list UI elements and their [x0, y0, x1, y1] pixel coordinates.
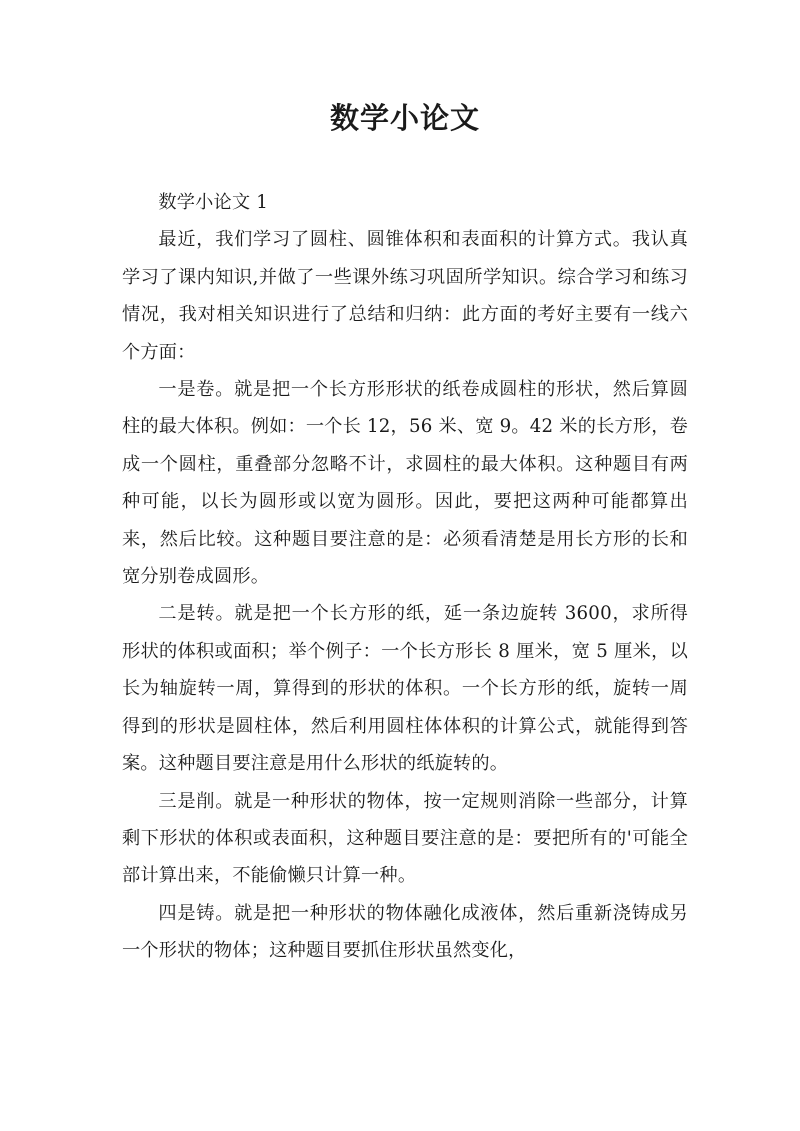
section-heading: 数学小论文 1	[158, 192, 269, 213]
document-page	[122, 0, 688, 1131]
paragraph-zhu: 四是铸。就是把一种形状的物体融化成液体，然后重新浇铸成另一个形状的物体；这种题目要抓住形状虽然变化，	[122, 902, 688, 962]
paragraph-zhuan: 二是转。就是把一个长方形的纸，延一条边旋转 3600，求所得形状的体积或面积；举个例子：一个长方形长 8 厘米，宽 5 厘米，以长为轴旋转一周，算得到的形状的体积。一个长方形的纸，旋转一周得到的形状是圆柱体，然后利用圆柱体体积的计算公式，就能得到答案。这种题目要注意是用什么形状的纸旋转的。	[122, 603, 688, 775]
document-title: 数学小论文	[329, 101, 480, 135]
document-body	[122, 184, 688, 970]
paragraph-juan: 一是卷。就是把一个长方形形状的纸卷成圆柱的形状，然后算圆柱的最大体积。例如：一个长 12，56 米、宽 9。42 米的长方形，卷成一个圆柱，重叠部分忽略不计，求圆柱的最大体积。这种题目有两种可能，以长为圆形或以宽为圆形。因此，要把这两种可能都算出来，然后比较。这种题目要注意的是：必须看清楚是用长方形的长和宽分别卷成圆形。	[122, 379, 689, 588]
paragraph-intro: 最近，我们学习了圆柱、圆锥体积和表面积的计算方式。我认真学习了课内知识,并做了一些课外练习巩固所学知识。综合学习和练习情况，我对相关知识进行了总结和归纳：此方面的考好主要有一线六个方面：	[122, 229, 688, 363]
paragraph-xiao: 三是削。就是一种形状的物体，按一定规则消除一些部分，计算剩下形状的体积或表面积，这种题目要注意的是：要把所有的'可能全部计算出来，不能偷懒只计算一种。	[122, 790, 688, 887]
